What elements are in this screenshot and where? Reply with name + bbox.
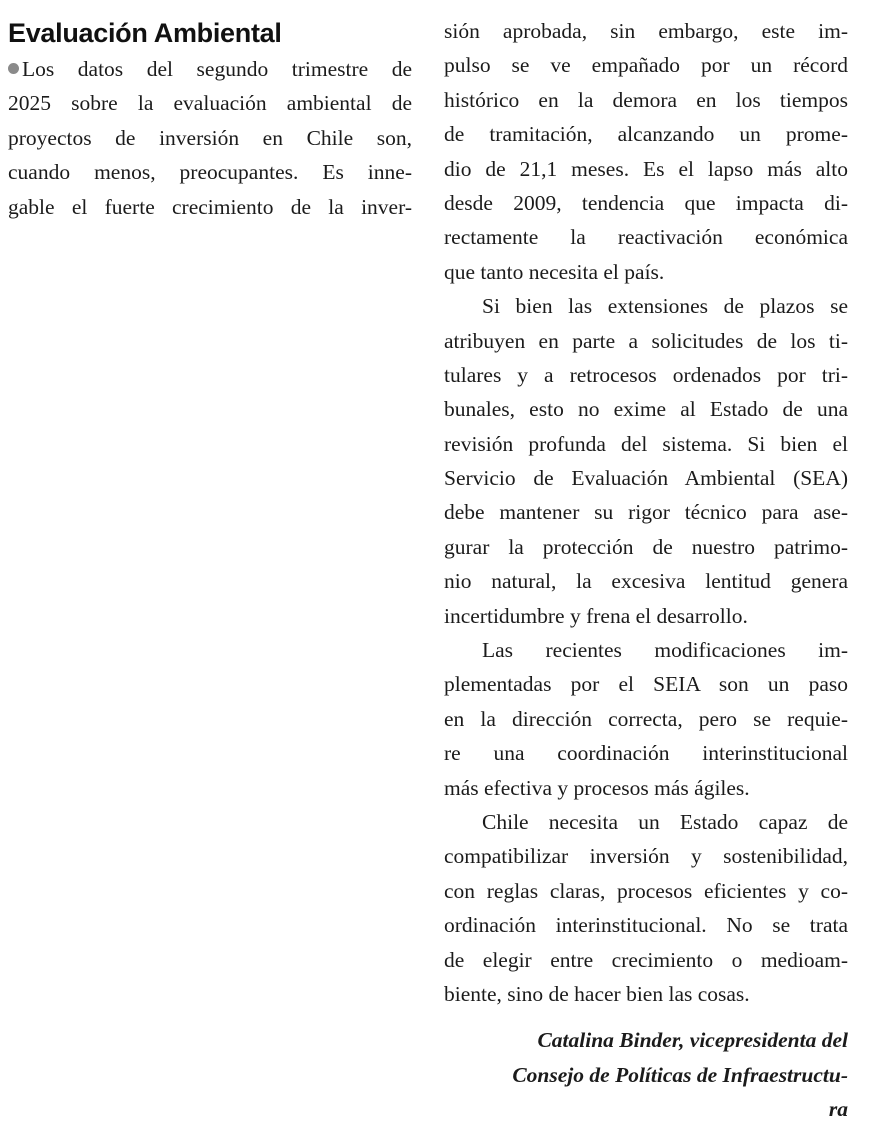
body-line: gurar la protección de nuestro patrimo- [444, 534, 848, 559]
body-line: Las recientes modificaciones im- [482, 638, 848, 663]
body-line: cuando menos, preocupantes. Es inne- [8, 160, 412, 185]
paragraph-plazos [444, 289, 848, 633]
body-line: Chile necesita un Estado capaz de [482, 809, 848, 834]
body-line: desde 2009, tendencia que impacta di- [444, 190, 848, 215]
author-signature [444, 1023, 848, 1126]
article-headline: Evaluación Ambiental [8, 18, 282, 48]
paragraph-conclusion [444, 805, 848, 1011]
body-line: tulares y a retrocesos ordenados por tri- [444, 362, 848, 387]
body-line: revisión profunda del sistema. Si bien el [444, 431, 848, 456]
body-line: gable el fuerte crecimiento de la inver- [8, 194, 412, 219]
body-line: incertidumbre y frena el desarrollo. [444, 603, 748, 628]
body-line: sión aprobada, sin embargo, este im- [444, 19, 848, 43]
body-line: de tramitación, alcanzando un prome- [444, 122, 848, 147]
body-line: bunales, esto no exime al Estado de una [444, 397, 848, 422]
body-line: dio de 21,1 meses. Es el lapso más alto [444, 156, 848, 181]
body-line: atribuyen en parte a solicitudes de los ti- [444, 328, 848, 353]
body-line: de elegir entre crecimiento o medioam- [444, 947, 848, 972]
paragraph-continuation [444, 14, 848, 289]
right-column [444, 14, 848, 1127]
body-line: proyectos de inversión en Chile son, [8, 125, 412, 150]
body-line: Servicio de Evaluación Ambiental (SEA) [444, 466, 848, 491]
body-line: nio natural, la excesiva lentitud genera [444, 569, 848, 594]
body-line: re una coordinación interinstitucional [444, 741, 848, 766]
body-line: compatibilizar inversión y sostenibilidad, [444, 844, 848, 869]
body-line: pulso se ve empañado por un récord [444, 53, 848, 78]
body-line: rectamente la reactivación económica [444, 225, 848, 250]
body-line: con reglas claras, procesos eficientes y co- [444, 878, 848, 903]
left-column [8, 14, 412, 224]
body-line: biente, sino de hacer bien las cosas. [444, 981, 750, 1006]
body-line: que tanto necesita el país. [444, 259, 665, 284]
body-line: debe mantener su rigor técnico para ase- [444, 500, 848, 525]
body-line: en la dirección correcta, pero se requie- [444, 706, 848, 731]
paragraph-modificaciones [444, 633, 848, 805]
body-line: Los datos del segundo trimestre de [8, 52, 412, 86]
body-line: Si bien las extensiones de plazos se [482, 294, 848, 319]
body-line: ordinación interinstitucional. No se trata [444, 913, 848, 938]
signature-line: Catalina Binder, vicepresidenta del [537, 1028, 848, 1053]
body-line: 2025 sobre la evaluación ambiental de [8, 91, 412, 116]
signature-line: Consejo de Políticas de Infraestructu- [512, 1062, 848, 1087]
bullet-dot-icon [8, 63, 19, 74]
body-line: más efectiva y procesos más ágiles. [444, 775, 750, 800]
body-line: histórico en la demora en los tiempos [444, 87, 848, 112]
body-line: plementadas por el SEIA son un paso [444, 672, 848, 697]
signature-line: ra [828, 1097, 848, 1122]
